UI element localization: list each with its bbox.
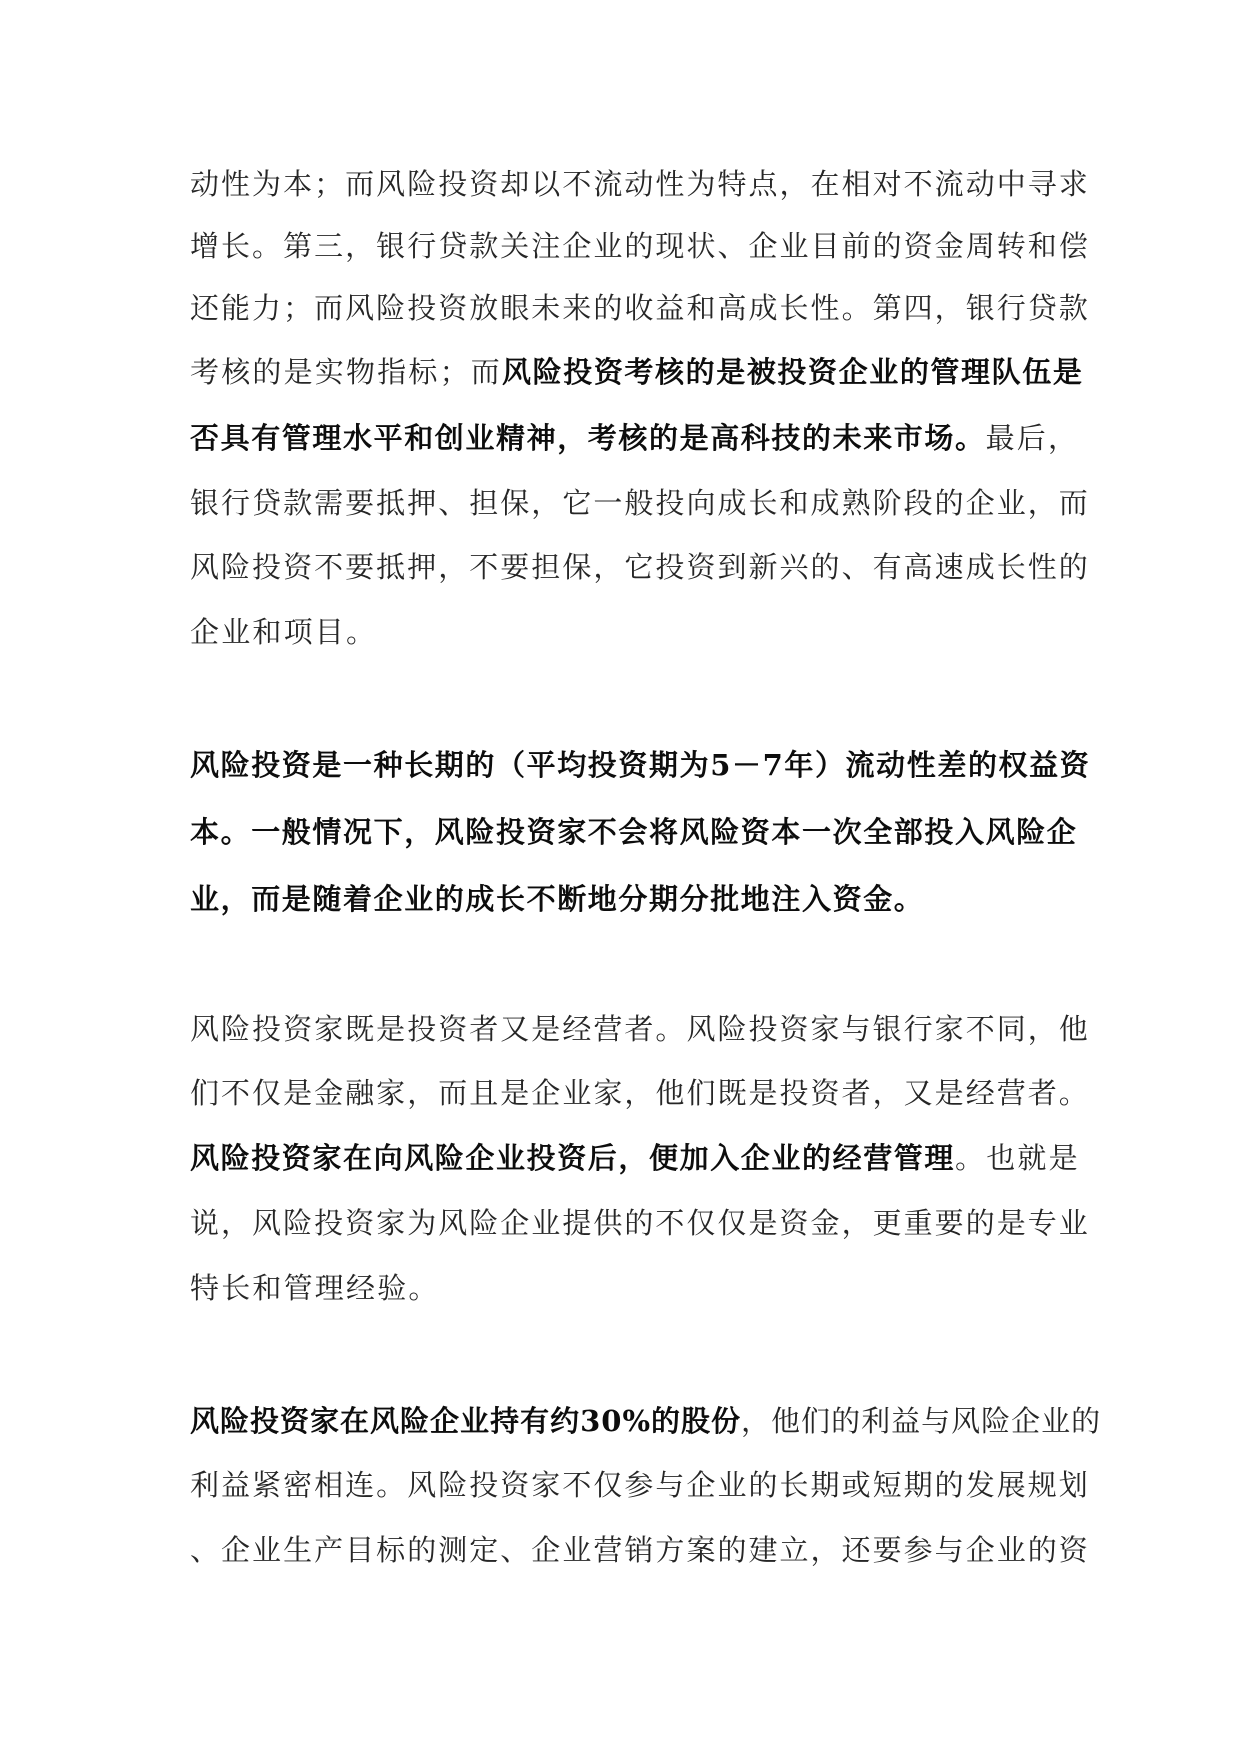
p1-line-5-text: 最后，	[985, 421, 1080, 455]
p3-line-1: 风险投资家既是投资者又是经营者。风险投资家与银行家不同，他	[190, 1012, 1090, 1046]
p3-line-2: 们不仅是金融家，而且是企业家，他们既是投资者，又是经营者。	[190, 1076, 1090, 1110]
p2-line-3: 业，而是随着企业的成长不断地分期分批地注入资金。	[190, 882, 925, 916]
p1-line-5	[190, 420, 1080, 456]
p4-line-2: 利益紧密相连。风险投资家不仅参与企业的长期或短期的发展规划	[190, 1468, 1090, 1502]
p4-line-1	[190, 1403, 1102, 1439]
p1-line-4-bold: 风险投资考核的是被投资企业的管理队伍是	[502, 355, 1084, 389]
p2-line-1: 风险投资是一种长期的（平均投资期为5－7年）流动性差的权益资	[190, 748, 1091, 782]
p1-line-8: 企业和项目。	[190, 615, 378, 649]
p1-line-1: 动性为本；而风险投资却以不流动性为特点，在相对不流动中寻求	[190, 167, 1090, 201]
p3-line-4: 说，风险投资家为风险企业提供的不仅仅是资金，更重要的是专业	[190, 1206, 1090, 1240]
p3-line-3-bold: 风险投资家在向风险企业投资后，便加入企业的经营管理	[190, 1141, 956, 1175]
p1-line-7: 风险投资不要抵押，不要担保，它投资到新兴的、有高速成长性的	[190, 550, 1090, 584]
p3-line-3	[190, 1140, 1080, 1176]
p1-line-6: 银行贷款需要抵押、担保，它一般投向成长和成熟阶段的企业，而	[190, 486, 1090, 520]
p1-line-5-bold: 否具有管理水平和创业精神，考核的是高科技的未来市场。	[190, 421, 986, 455]
p2-line-2: 本。一般情况下，风险投资家不会将风险资本一次全部投入风险企	[190, 815, 1078, 849]
p3-line-5: 特长和管理经验。	[190, 1271, 440, 1305]
p1-line-3: 还能力；而风险投资放眼未来的收益和高成长性。第四，银行贷款	[190, 291, 1090, 325]
p3-line-3-text: 。也就是	[955, 1141, 1080, 1175]
p4-line-3: 、企业生产目标的测定、企业营销方案的建立，还要参与企业的资	[190, 1533, 1090, 1567]
p4-line-1-bold: 风险投资家在风险企业持有约30%的股份	[190, 1404, 742, 1438]
p4-line-1-text: ，他们的利益与风险企业的	[741, 1404, 1102, 1438]
p1-line-4	[190, 354, 1084, 390]
p1-line-4-text: 考核的是实物指标；而	[190, 355, 503, 389]
p1-line-2: 增长。第三，银行贷款关注企业的现状、企业目前的资金周转和偿	[190, 229, 1090, 263]
